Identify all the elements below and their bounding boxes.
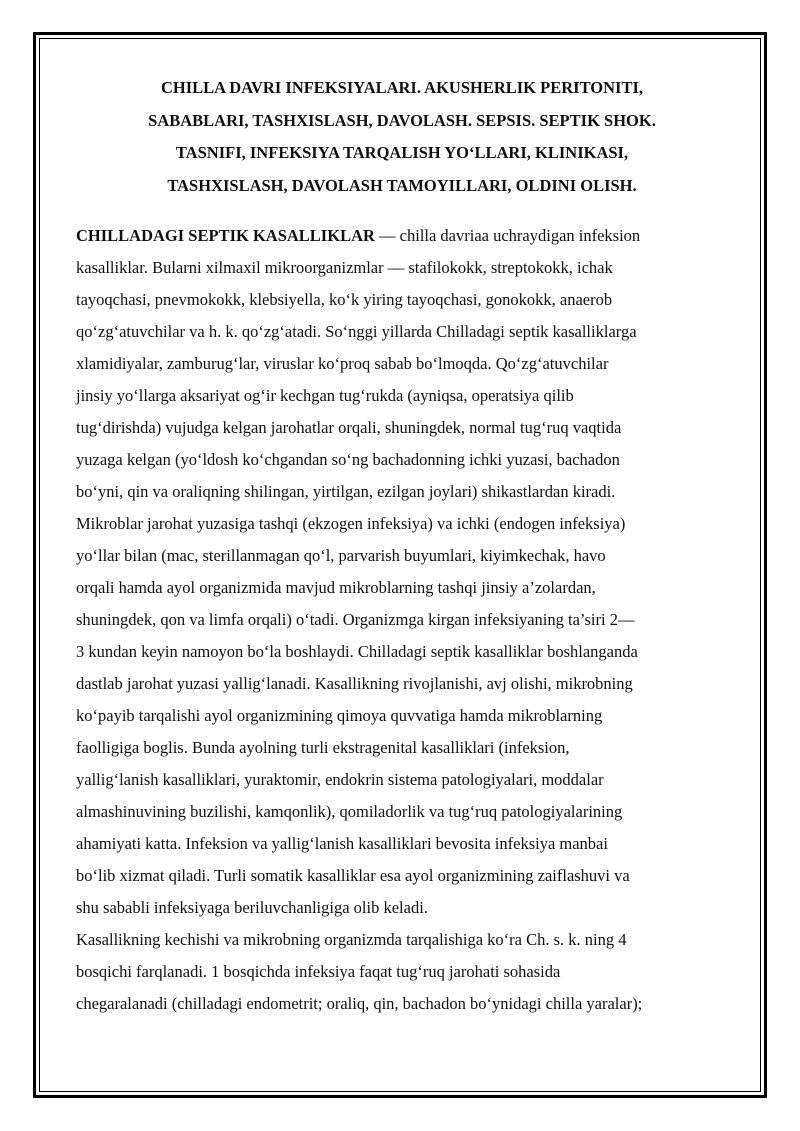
title-line: TASNIFI, INFEKSIYA TARQALISH YO‘LLARI, KLINIKASI, xyxy=(175,143,629,162)
body-line: almashinuvining buzilishi, kamqonlik), qomiladorlik va tug‘ruq patologiyalarining xyxy=(76,802,623,821)
body-line: ko‘payib tarqalishi ayol organizmining qimoya quvvatiga hamda mikroblarning xyxy=(76,706,603,725)
body-first-line xyxy=(76,220,728,252)
body-line: orqali hamda ayol organizmida mavjud mikroblarning tashqi jinsiy a’zolardan, xyxy=(76,578,596,597)
title-line: SABABLARI, TASHXISLASH, DAVOLASH. SEPSIS. SEPTIK SHOK. xyxy=(148,110,656,130)
body-line: shuningdek, qon va limfa orqali) o‘tadi. Organizmga kirgan infeksiyaning ta’siri 2— xyxy=(76,610,635,629)
body-line: xlamidiyalar, zamburug‘lar, viruslar ko‘proq sabab bo‘lmoqda. Qo‘zg‘atuvchilar xyxy=(76,354,609,373)
body-line: Kasallikning kechishi va mikrobning organizmda tarqalishiga ko‘ra Ch. s. k. ning 4 xyxy=(76,930,627,949)
title-line: CHILLA DAVRI INFEKSIYALARI. AKUSHERLIK PERITONITI, xyxy=(161,78,643,97)
body-line: kasalliklar. Bularni xilmaxil mikroorganizmlar — stafilokokk, streptokokk, ichak xyxy=(76,258,613,277)
body-line: 3 kundan keyin namoyon bo‘la boshlaydi. Chilladagi septik kasalliklar boshlanganda xyxy=(76,642,638,661)
body-line: shu sababli infeksiyaga beriluvchanligiga olib keladi. xyxy=(76,898,428,917)
body-paragraph xyxy=(76,220,728,1020)
body-line: yuzaga kelgan (yo‘ldosh ko‘chgandan so‘ng bachadonning ichki yuzasi, bachadon xyxy=(76,450,620,469)
body-line: jinsiy yo‘llarga aksariyat og‘ir kechgan tug‘rukda (ayniqsa, operatsiya qilib xyxy=(76,386,574,405)
body-line: tug‘dirishda) vujudga kelgan jarohatlar orqali, shuningdek, normal tug‘ruq vaqtida xyxy=(76,418,622,437)
body-line: bosqichi farqlanadi. 1 bosqichda infeksiya faqat tug‘ruq jarohati sohasida xyxy=(76,962,561,981)
document-title xyxy=(76,72,728,202)
title-line: TASHXISLASH, DAVOLASH TAMOYILLARI, OLDINI OLISH. xyxy=(167,175,637,195)
body-line: bo‘lib xizmat qiladi. Turli somatik kasalliklar esa ayol organizmining zaiflashuvi va xyxy=(76,866,630,885)
body-line: chegaralanadi (chilladagi endometrit; oraliq, qin, bachadon bo‘ynidagi chilla yaralar); xyxy=(76,994,643,1013)
body-line: ahamiyati katta. Infeksion va yallig‘lanish kasalliklari bevosita infeksiya manbai xyxy=(76,834,608,853)
body-line: tayoqchasi, pnevmokokk, klebsiyella, ko‘k yiring tayoqchasi, gonokokk, anaerob xyxy=(76,290,613,309)
body-line: dastlab jarohat yuzasi yallig‘lanadi. Kasallikning rivojlanishi, avj olishi, mikrobning xyxy=(76,674,633,693)
lead-term: CHILLADAGI SEPTIK KASALLIKLAR xyxy=(76,226,375,245)
body-line: yo‘llar bilan (mac, sterillanmagan qo‘l, parvarish buyumlari, kiyimkechak, havo xyxy=(76,546,606,565)
body-line: faolligiga boglis. Bunda ayolning turli ekstragenital kasalliklari (infeksion, xyxy=(76,738,570,757)
lead-rest: — chilla davriaa uchraydigan infeksion xyxy=(374,226,641,245)
document-content xyxy=(76,72,728,1020)
body-line: Mikroblar jarohat yuzasiga tashqi (ekzogen infeksiya) va ichki (endogen infeksiya) xyxy=(76,514,626,533)
body-line: bo‘yni, qin va oraliqning shilingan, yirtilgan, ezilgan joylari) shikastlardan kiradi. xyxy=(76,482,616,501)
body-line: yallig‘lanish kasalliklari, yuraktomir, endokrin sistema patologiyalari, moddalar xyxy=(76,770,604,789)
body-line: qo‘zg‘atuvchilar va h. k. qo‘zg‘atadi. So‘nggi yillarda Chilladagi septik kasalliklarga xyxy=(76,322,637,341)
